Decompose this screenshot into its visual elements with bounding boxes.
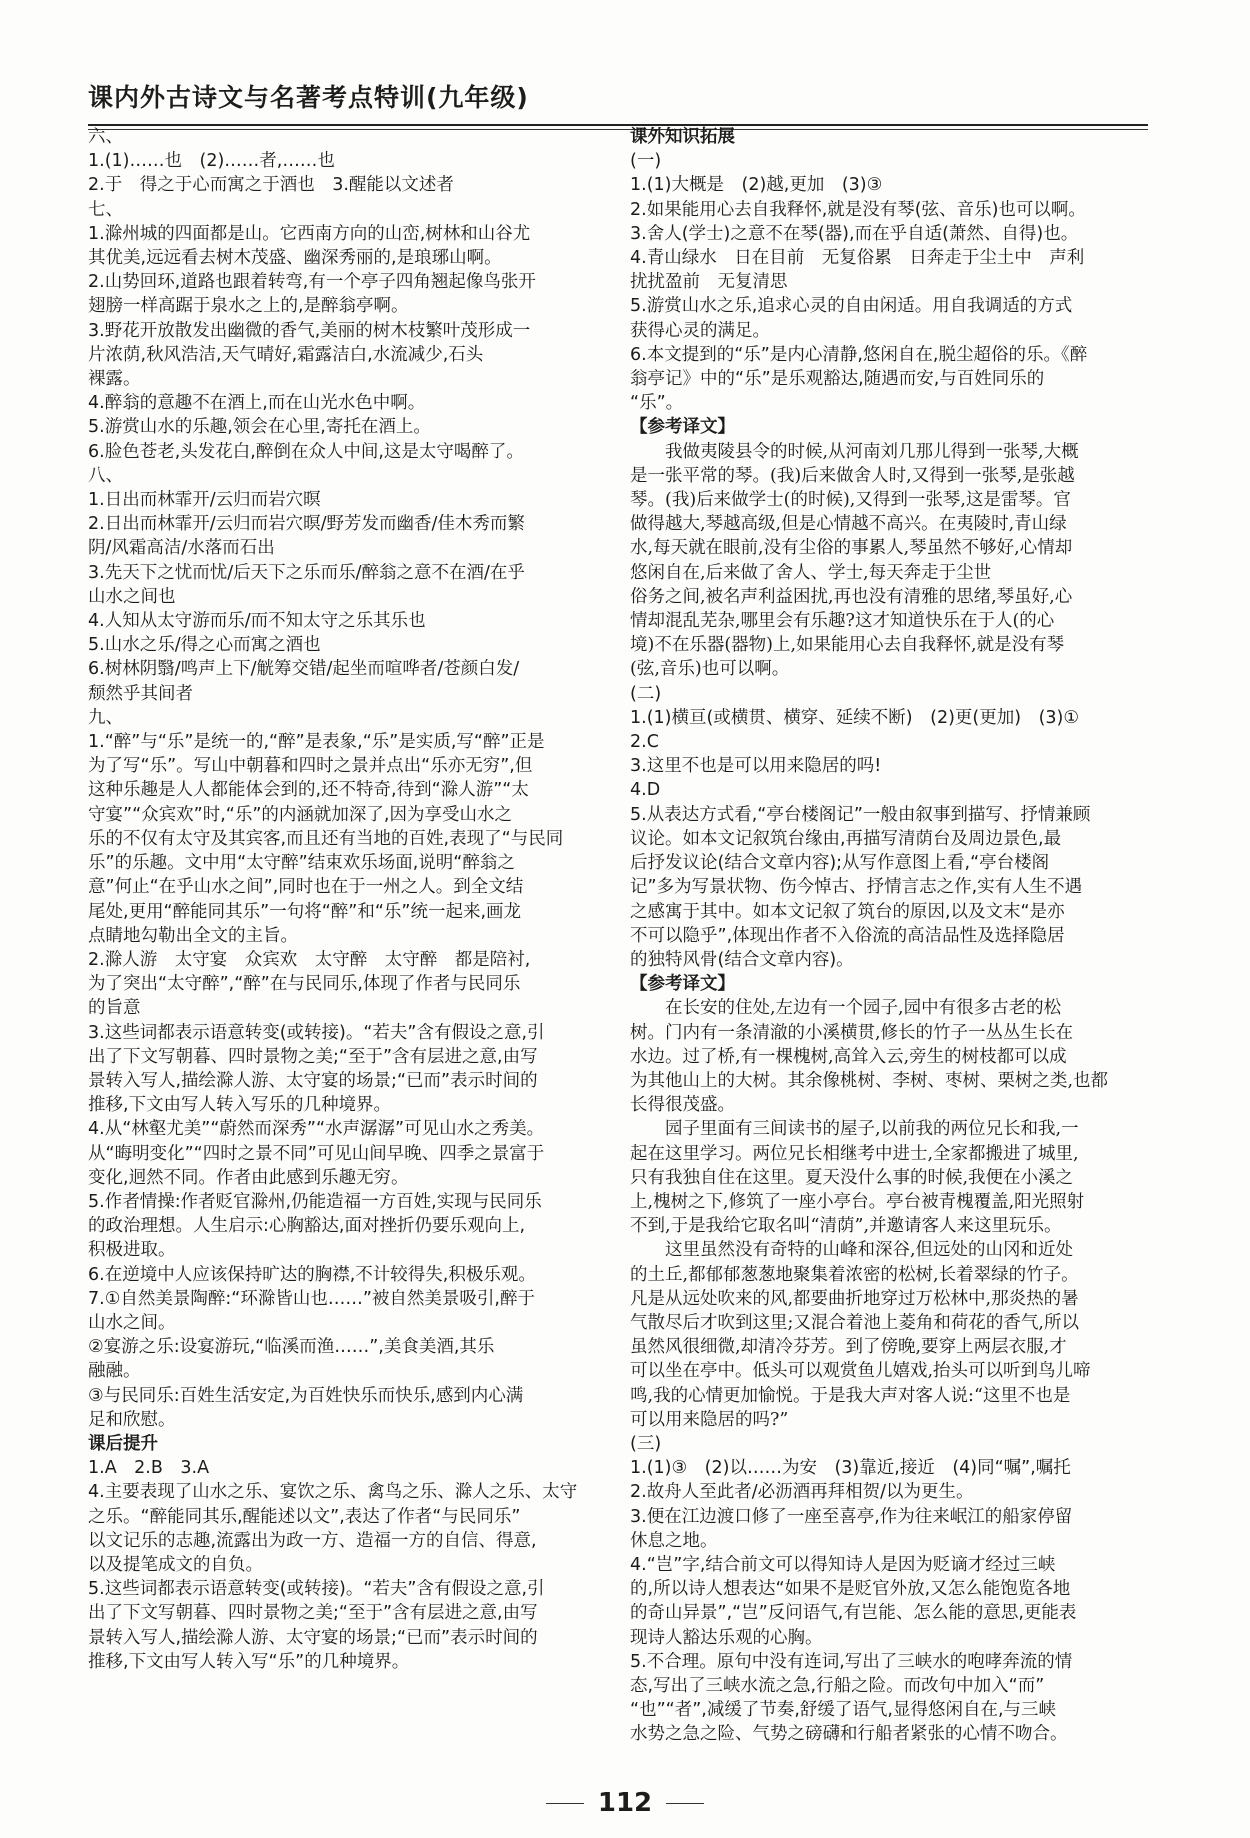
text-line: 之感寓于其中。如本文记叙了筑台的原因,以及文末“是亦 [630, 901, 1065, 922]
text-line: 的独特风骨(结合文章内容)。 [630, 949, 854, 970]
text-line: 俗务之间,被名声利益困扰,再也没有清雅的思绪,琴虽好,心 [630, 586, 1073, 607]
text-line: 翁亭记》中的“乐”是乐观豁达,随遇而安,与百姓同乐的 [630, 369, 1045, 390]
text-line: 裸露。 [88, 369, 141, 390]
text-line: 翅膀一样高踞于泉水之上的,是醉翁亭啊。 [88, 296, 409, 317]
text-line: 可以用来隐居的吗?” [630, 1409, 789, 1430]
text-line: 起在这里学习。两位兄长相继考中进士,全家都搬进了城里, [630, 1143, 1079, 1164]
text-line: 4.从“林壑尤美”“蔚然而深秀”“水声潺潺”可见山水之秀美。 [88, 1119, 545, 1140]
text-line: 的奇山异景”,“岂”反问语气,有岂能、怎么能的意思,更能表 [630, 1603, 1077, 1624]
text-line: 5.不合理。原句中没有连词,写出了三峡水的咆哮奔流的情 [630, 1651, 1073, 1672]
text-line: 6.树林阴翳/鸣声上下/觥筹交错/起坐而喧哗者/苍颜白发/ [88, 659, 520, 680]
text-line: 水边。过了桥,有一棵槐树,高耸入云,旁生的树枝都可以成 [630, 1046, 1067, 1067]
text-line: 出了下文写朝暮、四时景物之美;“至于”含有层进之意,由写 [88, 1046, 538, 1067]
text-line: 其优美,远远看去树木茂盛、幽深秀丽的,是琅琊山啊。 [88, 248, 502, 269]
text-line: 长得很茂盛。 [630, 1095, 735, 1116]
text-line: 2.故舟人至此者/必沥酒再拜相贺/以为更生。 [630, 1482, 974, 1503]
text-line: ③与民同乐:百姓生活安定,为百姓快乐而快乐,感到内心满 [88, 1385, 524, 1406]
text-line: 融融。 [88, 1361, 141, 1382]
text-line: 乐的不仅有太守及其宾客,而且还有当地的百姓,表现了“与民同 [88, 828, 564, 849]
text-line: 出了下文写朝暮、四时景物之美;“至于”含有层进之意,由写 [88, 1603, 538, 1624]
text-line: 5.游赏山水之乐,追求心灵的自由闲适。用自我调适的方式 [630, 296, 1073, 317]
text-line: 1.日出而林霏开/云归而岩穴暝 [88, 490, 321, 511]
text-line: 阴/风霜高洁/水落而石出 [88, 538, 275, 559]
text-line: 变化,迥然不同。作者由此感到乐趣无穷。 [88, 1167, 409, 1188]
text-line: 获得心灵的满足。 [630, 320, 770, 341]
text-line: 八、 [88, 465, 123, 486]
text-line: 的政治理想。人生启示:心胸豁达,面对挫折仍要乐观向上, [88, 1216, 526, 1237]
text-line: 后抒发议论(结合文章内容);从写作意图上看,“亭台楼阁 [630, 853, 1050, 874]
book-title: 课内外古诗文与名著考点特训(九年级) [88, 83, 529, 112]
text-line: 不到,于是我给它取名叫“清荫”,并邀请客人来这里玩乐。 [630, 1216, 1062, 1237]
text-line: 4.青山绿水 日在目前 无复俗累 日奔走于尘土中 声利 [630, 248, 1085, 269]
text-line: 态,写出了三峡水流之急,行船之险。而改句中加入“而” [630, 1676, 1045, 1696]
text-line: 3.舍人(学士)之意不在琴(器),而在乎自适(萧然、自得)也。 [630, 223, 1079, 244]
text-line: “也”“者”,减缓了节奏,舒缓了语气,显得悠闲自在,与三峡 [630, 1700, 1057, 1721]
text-line: 这里虽然没有奇特的山峰和深谷,但远处的山冈和近处 [630, 1240, 1074, 1261]
text-line: 5.山水之乐/得之心而寓之酒也 [88, 635, 321, 656]
text-line: 5.从表达方式看,“亭台楼阁记”一般由叙事到描写、抒情兼顾 [630, 804, 1091, 825]
text-line: 尾处,更用“醉能同其乐”一句将“醉”和“乐”统一起来,画龙 [88, 901, 522, 922]
text-line: 做得越大,琴越高级,但是心情越不高兴。在夷陵时,青山绿 [630, 514, 1067, 535]
text-line: 园子里面有三间读书的屋子,以前我的两位兄长和我,一 [630, 1119, 1079, 1140]
section-heading: 课后提升 [88, 1433, 158, 1454]
text-line: (二) [630, 683, 662, 704]
text-line: 1.(1)大概是 (2)越,更加 (3)③ [630, 175, 883, 196]
text-line: 2.C [630, 732, 659, 753]
text-line: 5.游赏山水的乐趣,领会在心里,寄托在酒上。 [88, 417, 431, 438]
text-line: 足和欣慰。 [88, 1409, 176, 1430]
text-line: 的,所以诗人想表达“如果不是贬官外放,又怎么能饱览各地 [630, 1579, 1071, 1600]
text-line: 为其他山上的大树。其余像桃树、李树、枣树、栗树之类,也都 [630, 1070, 1109, 1091]
text-line: 是一张平常的琴。(我)后来做舍人时,又得到一张琴,是张越 [630, 465, 1075, 486]
text-line: 1.(1)……也 (2)……者,……也 [88, 151, 335, 172]
text-line: 之乐。“醉能同其乐,醒能述以文”,表达了作者“与民同乐” [88, 1506, 521, 1527]
text-line: 九、 [88, 707, 123, 728]
text-line: 气散尽后才吹到这里;又混合着池上菱角和荷花的香气,所以 [630, 1312, 1079, 1333]
text-line: 4.D [630, 780, 661, 801]
text-line: 的旨意 [88, 998, 141, 1019]
text-line: 2.如果能用心去自我释怀,就是没有琴(弦、音乐)也可以啊。 [630, 199, 1086, 220]
text-line: 的土丘,都郁郁葱葱地聚集着浓密的松树,长着翠绿的竹子。 [630, 1264, 1079, 1285]
text-line: 凡是从远处吹来的风,都要曲折地穿过万松林中,那炎热的暑 [630, 1288, 1079, 1309]
text-line: 颓然乎其间者 [88, 683, 193, 704]
text-line: 记”多为写景状物、伤今悼古、抒情言志之作,实有人生不遇 [630, 877, 1083, 898]
text-line: 只有我独自住在这里。夏天没什么事的时候,我便在小溪之 [630, 1167, 1074, 1188]
text-line: 议论。如本文记叙筑台缘由,再描写清荫台及周边景色,最 [630, 828, 1062, 849]
page-header [88, 78, 1148, 130]
text-line: “乐”。 [630, 393, 684, 414]
footer-dash-left [546, 1803, 584, 1804]
text-line: 守宴”“众宾欢”时,“乐”的内涵就加深了,因为享受山水之 [88, 804, 512, 825]
text-line: 片浓荫,秋风浩洁,天气晴好,霜露洁白,水流减少,石头 [88, 344, 484, 365]
text-line: 推移,下文由写人转入写乐的几种境界。 [88, 1095, 392, 1116]
text-line: 3.这里不也是可以用来隐居的吗! [630, 756, 882, 777]
text-line: 情却混乱芜杂,哪里会有乐趣?这才知道快乐在于人(的心 [630, 611, 1055, 632]
footer-dash-right [666, 1803, 704, 1804]
left-column [88, 125, 608, 1674]
text-line: 七、 [88, 199, 123, 220]
section-heading: 【参考译文】 [630, 417, 735, 438]
text-line: 为了突出“太守醉”,“醉”在与民同乐,体现了作者与民同乐 [88, 974, 521, 995]
text-line: 6.在逆境中人应该保持旷达的胸襟,不计较得失,积极乐观。 [88, 1264, 536, 1285]
text-line: 为了写“乐”。写山中朝暮和四时之景并点出“乐亦无穷”,但 [88, 756, 533, 777]
text-line: 2.山势回环,道路也跟着转弯,有一个亭子四角翘起像鸟张开 [88, 272, 536, 293]
text-line: 意”何止“在乎山水之间”,同时也在于一州之人。到全文结 [88, 877, 524, 898]
text-line: 2.滁人游 太守宴 众宾欢 太守醉 太守醉 都是陪衬, [88, 949, 531, 970]
text-line: 上,槐树之下,修筑了一座小亭台。亭台被青槐覆盖,阳光照射 [630, 1191, 1085, 1212]
text-line: 推移,下文由写人转入写“乐”的几种境界。 [88, 1651, 410, 1672]
text-line: 水,每天就在眼前,没有尘俗的事累人,琴虽然不够好,心情却 [630, 538, 1073, 559]
text-line: 4.“岂”字,结合前文可以得知诗人是因为贬谪才经过三峡 [630, 1554, 1056, 1575]
text-line: 我做夷陵县令的时候,从河南刘几那儿得到一张琴,大概 [630, 441, 1079, 462]
text-line: 乐”的乐趣。文中用“太守醉”结束欢乐场面,说明“醉翁之 [88, 853, 515, 874]
text-line: 可以坐在亭中。低头可以观赏鱼儿嬉戏,抬头可以听到鸟儿啼 [630, 1361, 1091, 1382]
text-line: 1.(1)横亘(或横贯、横穿、延续不断) (2)更(更加) (3)① [630, 707, 1080, 728]
text-line: 鸣,我的心情更加愉悦。于是我大声对客人说:“这里不也是 [630, 1385, 1071, 1406]
text-line: 以文记乐的志趣,流露出为政一方、造福一方的自信、得意, [88, 1530, 537, 1551]
text-line: 点睛地勾勒出全文的主旨。 [88, 925, 298, 946]
text-line: 水势之急之险、气势之磅礴和行船者紧张的心情不吻合。 [630, 1724, 1068, 1745]
text-line: 3.便在江边渡口修了一座至喜亭,作为往来岷江的船家停留 [630, 1506, 1073, 1527]
text-line: 2.于 得之于心而寓之于酒也 3.醒能以文述者 [88, 175, 454, 196]
text-line: 3.野花开放散发出幽微的香气,美丽的树木枝繁叶茂形成一 [88, 320, 531, 341]
text-line: 3.先天下之忧而忧/后天下之乐而乐/醉翁之意不在酒/在乎 [88, 562, 525, 583]
text-line: 扰扰盈前 无复清思 [630, 272, 788, 293]
page-number: 112 [597, 1788, 653, 1818]
text-line: 六、 [88, 127, 123, 147]
text-line: (弦,音乐)也可以啊。 [630, 659, 790, 680]
text-line: 1.A 2.B 3.A [88, 1458, 210, 1479]
text-line: 6.脸色苍老,头发花白,醉倒在众人中间,这是太守喝醉了。 [88, 441, 524, 462]
text-line: 2.日出而林霏开/云归而岩穴暝/野芳发而幽香/佳木秀而繁 [88, 514, 525, 535]
text-line: 休息之地。 [630, 1530, 718, 1551]
text-line: 山水之间也 [88, 586, 176, 607]
text-line: 1.(1)③ (2)以……为安 (3)靠近,接近 (4)同“嘱”,嘱托 [630, 1458, 1071, 1479]
text-line: 5.作者情操:作者贬官滁州,仍能造福一方百姓,实现与民同乐 [88, 1191, 542, 1212]
page-footer [0, 1788, 1250, 1818]
text-line: 4.人知从太守游而乐/而不知太守之乐其乐也 [88, 611, 426, 632]
text-line: 4.主要表现了山水之乐、宴饮之乐、禽鸟之乐、滁人之乐、太守 [88, 1482, 578, 1503]
text-line: 境)不在乐器(器物)上,如果能用心去自我释怀,就是没有琴 [630, 635, 1065, 656]
text-line: 琴。(我)后来做学士(的时候),又得到一张琴,这是雷琴。官 [630, 490, 1071, 511]
text-line: 在长安的住处,左边有一个园子,园中有很多古老的松 [630, 998, 1062, 1019]
section-heading: 课外知识拓展 [630, 127, 735, 147]
text-line: 不可以隐乎”,体现出作者不入俗流的高洁品性及选择隐居 [630, 925, 1065, 946]
text-line: 以及提笔成文的自负。 [88, 1554, 263, 1575]
text-line: 1.滁州城的四面都是山。它西南方向的山峦,树林和山谷尤 [88, 223, 531, 244]
text-line: 7.①自然美景陶醉:“环滁皆山也……”被自然美景吸引,醉于 [88, 1288, 535, 1309]
text-line: 现诗人豁达乐观的心胸。 [630, 1627, 823, 1648]
text-line: 悠闲自在,后来做了舍人、学士,每天奔走于尘世 [630, 562, 992, 583]
text-line: 虽然风很细微,却清冷芬芳。到了傍晚,要穿上两层衣服,才 [630, 1337, 1067, 1358]
text-line: 3.这些词都表示语意转变(或转接)。“若夫”含有假设之意,引 [88, 1022, 545, 1043]
text-line: 1.“醉”与“乐”是统一的,“醉”是表象,“乐”是实质,写“醉”正是 [88, 732, 545, 753]
text-line: 4.醉翁的意趣不在酒上,而在山光水色中啊。 [88, 393, 426, 414]
section-heading: 【参考译文】 [630, 974, 735, 995]
text-line: 6.本文提到的“乐”是内心清静,悠闲自在,脱尘超俗的乐。《醉 [630, 344, 1088, 365]
text-line: 积极进取。 [88, 1240, 176, 1261]
text-line: 树。门内有一条清澈的小溪横贯,修长的竹子一丛丛生长在 [630, 1022, 1074, 1043]
text-line: ②宴游之乐:设宴游玩,“临溪而渔……”,美食美酒,其乐 [88, 1337, 495, 1358]
text-line: 景转入写人,描绘滁人游、太守宴的场景;“已而”表示时间的 [88, 1070, 538, 1091]
right-column [630, 125, 1145, 1747]
text-line: 这种乐趣是人人都能体会到的,还不特奇,待到“滁人游”“太 [88, 780, 529, 801]
text-line: (三) [630, 1433, 662, 1454]
text-line: 从“晦明变化”“四时之景不同”可见山间早晚、四季之景富于 [88, 1143, 545, 1164]
text-line: 景转入写人,描绘滁人游、太守宴的场景;“已而”表示时间的 [88, 1627, 538, 1648]
text-line: (一) [630, 151, 662, 172]
text-line: 山水之间。 [88, 1312, 176, 1333]
text-line: 5.这些词都表示语意转变(或转接)。“若夫”含有假设之意,引 [88, 1579, 545, 1600]
